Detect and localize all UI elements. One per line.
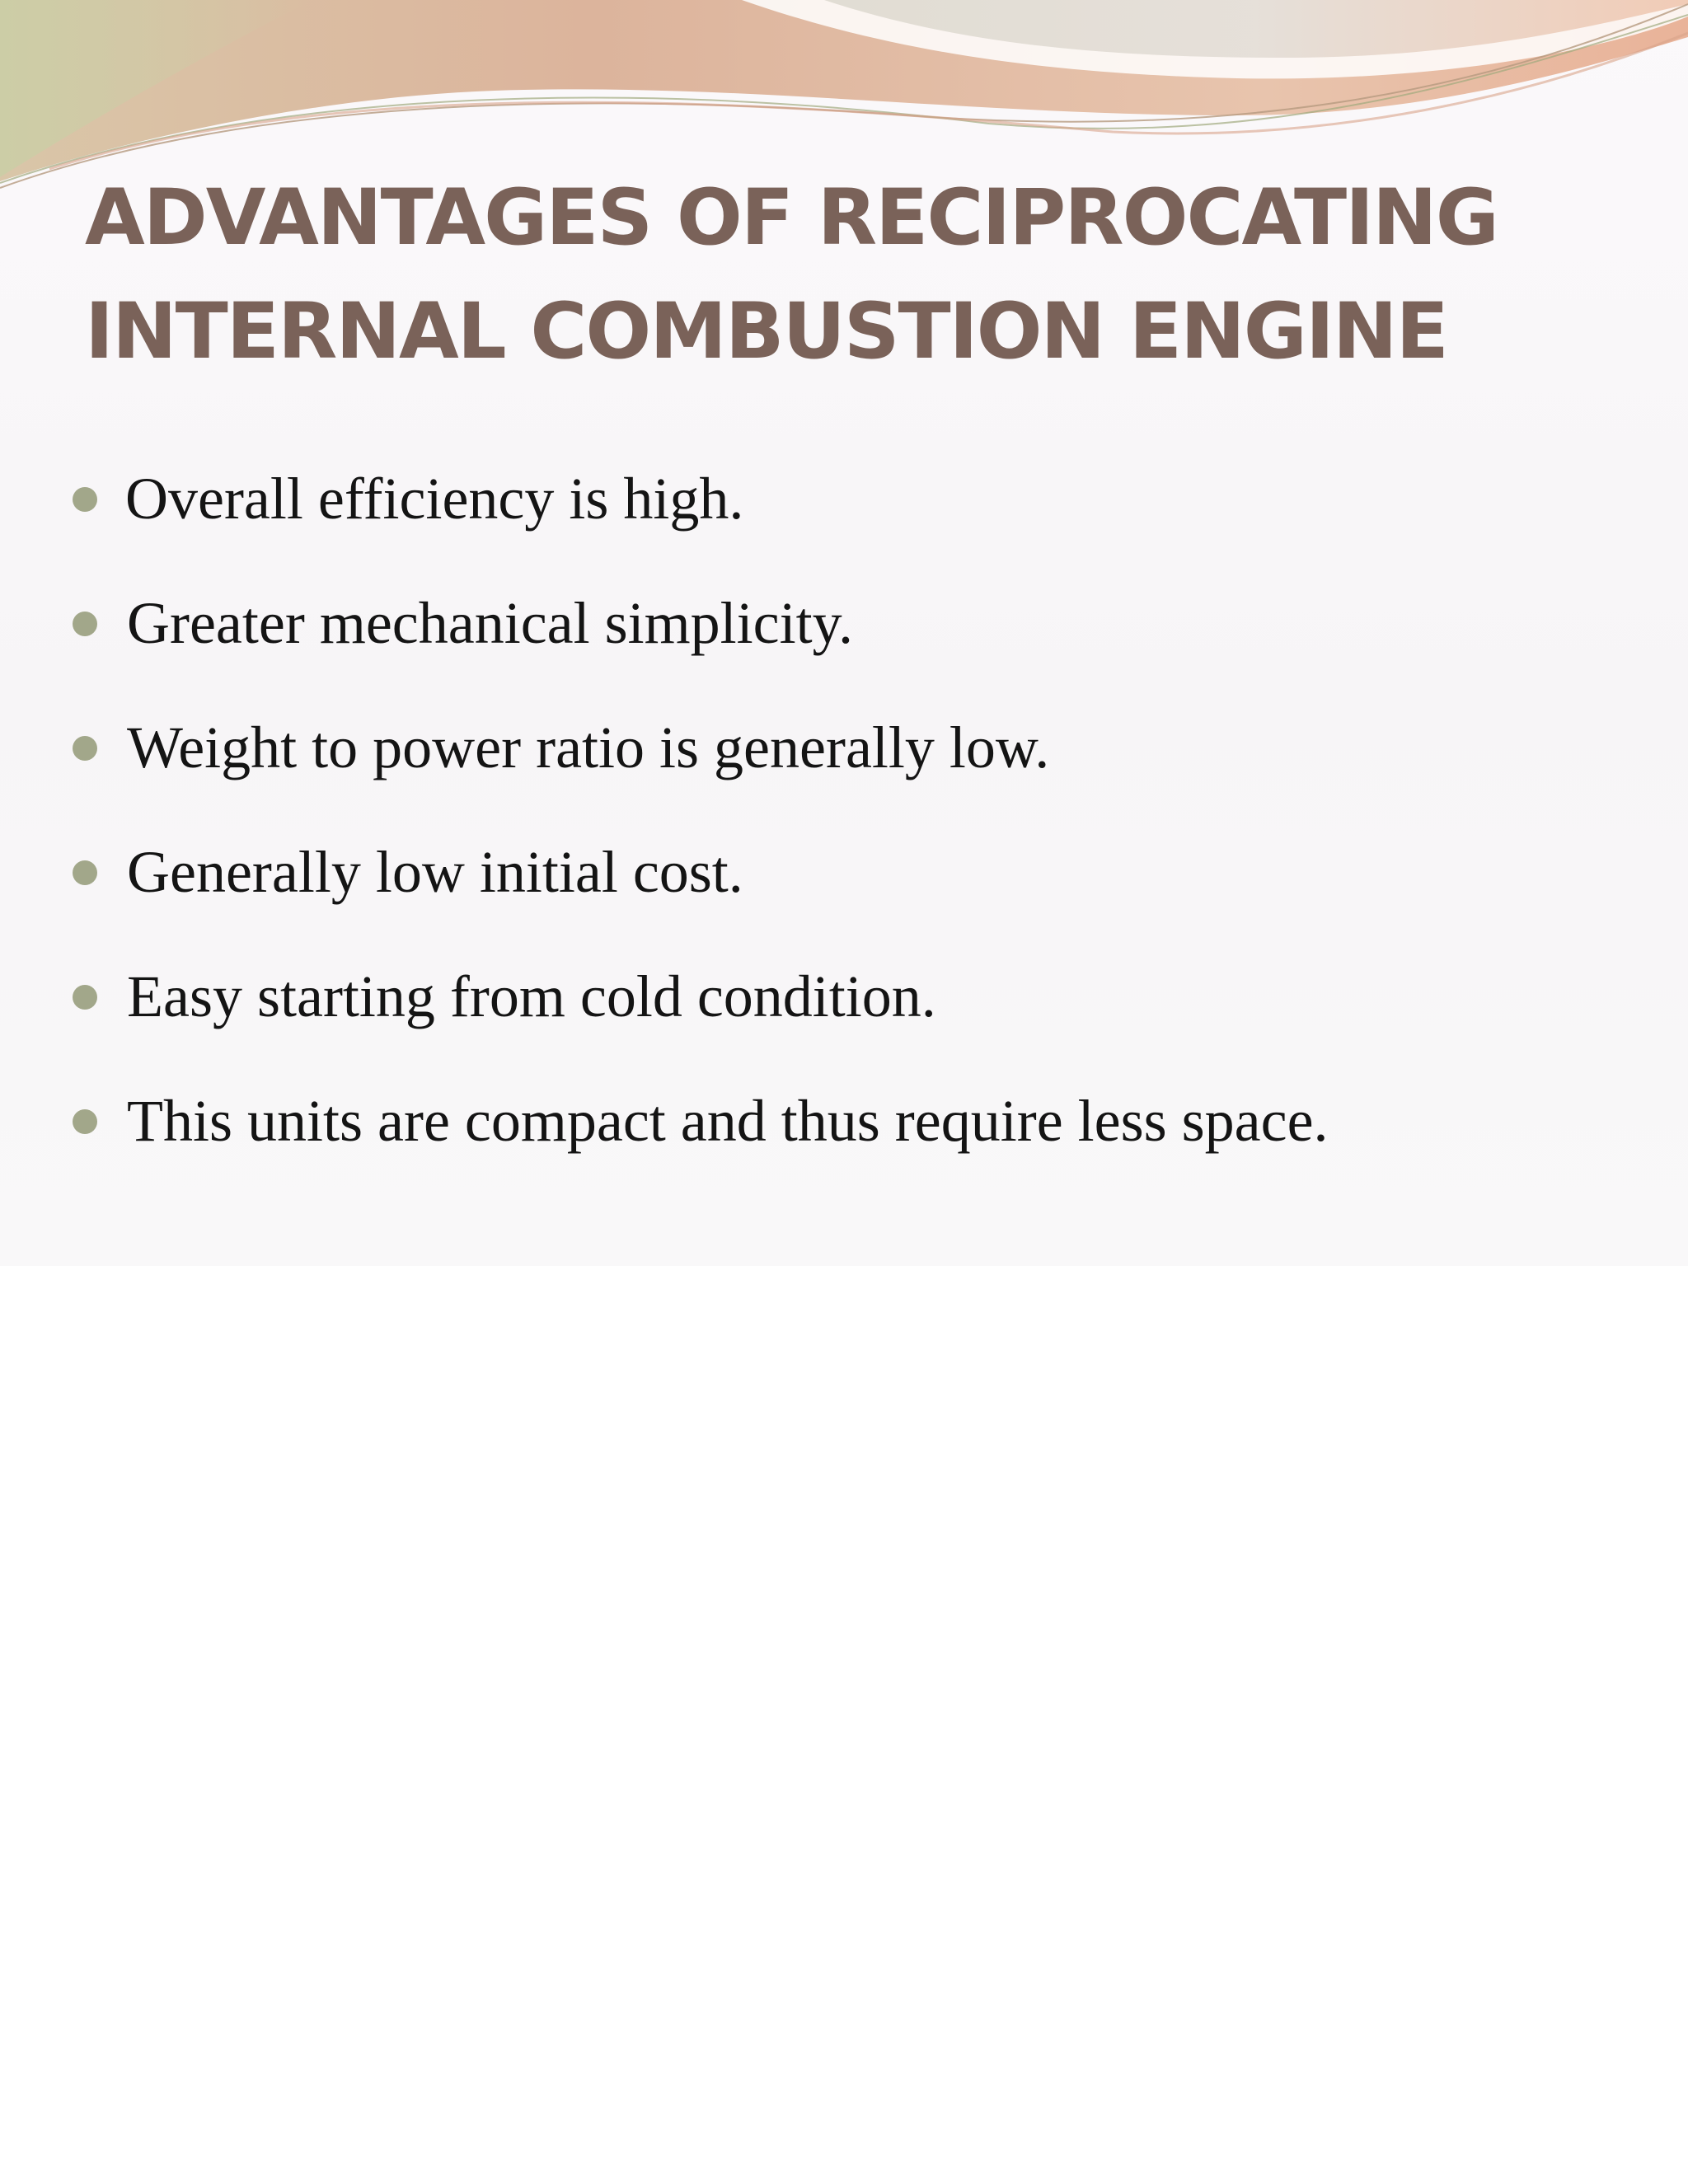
blank-page-area [0,1266,1688,2184]
bullet-dot-icon [73,985,97,1010]
bullet-dot-icon [73,487,97,512]
list-item [73,686,1329,810]
list-item [73,1059,1329,1183]
slide-title [85,162,1568,389]
bullet-dot-icon [73,860,97,885]
list-item [73,437,1329,561]
list-item [73,810,1329,935]
bullet-dot-icon [73,612,97,636]
list-item-text: This units are compact and thus require less space. [127,1088,1329,1154]
list-item-text: Generally low initial cost. [127,839,743,905]
list-item-text: Overall efficiency is high. [125,466,744,532]
advantages-list [73,437,1329,1183]
list-item-text: Greater mechanical simplicity. [127,590,853,656]
title-line-2: INTERNAL COMBUSTION ENGINE [85,287,1447,377]
list-item [73,935,1329,1059]
list-item-text: Weight to power ratio is generally low. [127,715,1050,780]
bullet-dot-icon [73,1109,97,1134]
list-item-text: Easy starting from cold condition. [127,963,936,1029]
list-item [73,561,1329,686]
bullet-dot-icon [73,736,97,761]
title-line-1: ADVANTAGES OF RECIPROCATING [85,173,1498,263]
